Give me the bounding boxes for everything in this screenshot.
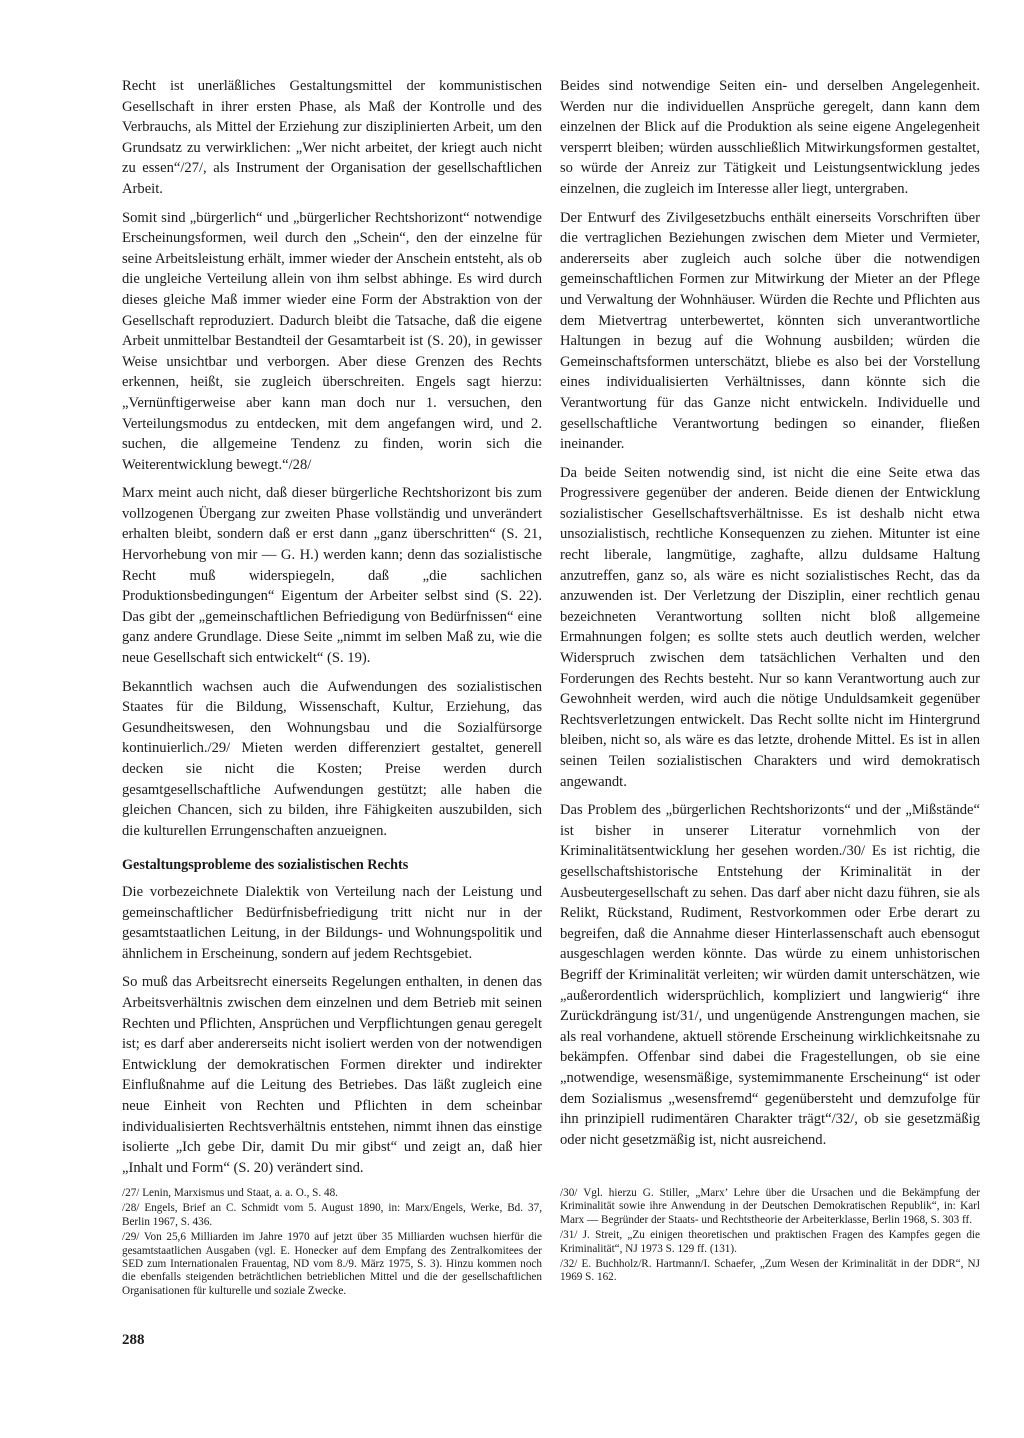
paragraph: Recht ist unerläßliches Gestaltungsmittel der kommunistischen Gesellschaft in ihrer ersten Phase, als Maß der Kontrolle und des Verbrauchs, als Mittel der Erziehung zur disziplinierten Arbeit, um den Grundsatz zu verwirklichen: „Wer nicht arbeitet, der kriegt auch nicht zu essen“/27/, als Instrument der Organisation der gesellschaftlichen Arbeit. (122, 78, 542, 197)
footnote: /29/ Von 25,6 Milliarden im Jahre 1970 auf jetzt über 35 Milliarden wuchsen hierfür die gesamtstaatlichen Ausgaben (vgl. E. Honecker auf dem Empfang des Zentralkomitees der SED zum Internationalen Frauentag, ND vom 8./9. März 1975, S. 3). Hinzu kommen noch die ebenfalls steigenden beträchtlichen betrieblichen Mittel und die der gesellschaftlichen Organisationen für kulturelle und soziale Zwecke. (122, 1231, 542, 1297)
right-column (560, 76, 980, 1158)
footnote: /32/ E. Buchholz/R. Hartmann/I. Schaefer, „Zum Wesen der Kriminalität in der DDR“, NJ 1969 S. 162. (560, 1258, 980, 1284)
paragraph: Der Entwurf des Zivilgesetzbuchs enthält einerseits Vorschriften über die vertraglichen Beziehungen zwischen dem Mieter und Vermieter, andererseits aber zugleich auch solche über die notwendigen gemeinschaftlichen Formen zur Mitwirkung der Mieter an der Pflege und Verwaltung der Wohnhäuser. Würden die Rechte und Pflichten aus dem Mietvertrag unterbewertet, könnten sich unverantwortliche Haltungen in bezug auf die Wohnung ausbilden; würden die Gemeinschaftsformen unterschätzt, bliebe es also bei der Vorstellung eines individualisierten Verhältnisses, dann könnte sich die Verantwortung für das Ganze nicht entwickeln. Individuelle und gesellschaftliche Verantwortung bedingen so einander, fließen ineinander. (560, 209, 980, 453)
footnote: /28/ Engels, Brief an C. Schmidt vom 5. August 1890, in: Marx/Engels, Werke, Bd. 37, Berlin 1967, S. 436. (122, 1202, 542, 1228)
paragraph: Das Problem des „bürgerlichen Rechtshorizonts“ und der „Mißstände“ ist bisher in unserer Literatur vornehmlich von der Kriminalitätsentwicklung her gesehen worden./30/ Es ist richtig, die gesellschaftshistorische Entstehung der Kriminalität in der Ausbeutergesellschaft zu sehen. Das darf aber nicht dazu führen, sie als Relikt, Rückstand, Rudiment, Restvorkommen oder Erbe derart zu begreifen, daß die Annahme dieser Hinterlassenschaft auch ebensogut ausgeschlagen werden könnte. Das würde zu einem unhistorischen Begriff der Kriminalität verleiten; wir würden damit unterschätzen, wie „außerordentlich widersprüchlich, kompliziert und langwierig“ ihre Zurückdrängung ist/31/, und ungenügende Anstrengungen machen, sie als real vorhandene, aktuell störende Erscheinung wirklichkeitsnahe zu bekämpfen. Offenbar sind dabei die Fragestellungen, ob sie eine „notwendige, wesensmäßige, systemimmanente Erscheinung“ ist oder dem Sozialismus „wesensfremd“ gegenübersteht und demzufolge für ihn prinzipiell rudimentären Charakter trägt“/32/, ob sie gesetzmäßig oder nicht gesetzmäßig ist, nicht ausreichend. (560, 802, 980, 1148)
footnote: /31/ J. Streit, „Zu einigen theoretischen und praktischen Fragen des Kampfes gegen die Kriminalität“, NJ 1973 S. 129 ff. (131). (560, 1229, 980, 1255)
footnote: /30/ Vgl. hierzu G. Stiller, „Marx’ Lehre über die Ursachen und die Bekämpfung der Kriminalität sowie ihre Anwendung in der Deutschen Demokratischen Republik“, in: Karl Marx — Begründer der Staats- und Rechtstheorie der Arbeiterklasse, Berlin 1968, S. 303 ff. (560, 1187, 980, 1226)
paragraph: Die vorbezeichnete Dialektik von Verteilung nach der Leistung und gemeinschaftlicher Bedürfnisbefriedigung tritt nicht nur in der gesamtstaatlichen Leitung, in der Bildungs- und Wohnungspolitik und ähnlichem in Erscheinung, sondern auf jedem Rechtsgebiet. (122, 883, 542, 962)
footnotes-left (122, 1187, 542, 1300)
paragraph: So muß das Arbeitsrecht einerseits Regelungen enthalten, in denen das Arbeitsverhältnis zwischen dem einzelnen und dem Betrieb mit seinen Rechten und Pflichten, Ansprüchen und Verpflichtungen genau geregelt ist; es darf aber andererseits nicht isoliert werden von der notwendigen Entwicklung der demokratischen Formen direkter und indirekter Einflußnahme auf die Leitung des Betriebes. Das läßt zugleich eine neue Einheit von Rechten und Pflichten in dem scheinbar individualisierten Rechtsverhältnis entstehen, nimmt ihnen das einstige isolierte „Ich gebe Dir, damit Du mir gibst“ und zeigt an, daß hier „Inhalt und Form“ (S. 20) verändert sind. (122, 974, 542, 1176)
paragraph: Bekanntlich wachsen auch die Aufwendungen des sozialistischen Staates für die Bildung, Wissenschaft, Kultur, Erziehung, das Gesundheitswesen, den Wohnungsbau und die Sozialfürsorge kontinuierlich./29/ Mieten werden differenziert gestaltet, generell decken sie nicht die Kosten; Preise werden durch gesamtgesellschaftliche Aufwendungen gestützt; alle haben die gleichen Chancen, sich zu bilden, ihre Fähigkeiten auszubilden, sich die kulturellen Errungenschaften anzueignen. (122, 678, 542, 839)
paragraph: Somit sind „bürgerlich“ und „bürgerlicher Rechtshorizont“ notwendige Erscheinungsformen, weil durch den „Schein“, den der einzelne für seine Arbeitsleistung erhält, immer wieder der Anschein entsteht, als ob die ungleiche Verteilung allein von ihm selbst abhinge. Es wird durch dieses gleiche Maß immer wieder eine Form der Abstraktion von der Gesellschaft reproduziert. Dadurch bleibt die Tatsache, daß die eigene Arbeit unmittelbar Bestandteil der Gesamtarbeit ist (S. 20), in gewisser Weise unsichtbar und verborgen. Aber diese Grenzen des Rechts erkennen, heißt, sie zugleich überschreiten. Engels sagt hierzu: „Vernünftigerweise aber kann man doch nur 1. versuchen, den Verteilungsmodus zu entdecken, mit dem angefangen wird, und 2. suchen, die allgemeine Tendenz zu finden, worin sich die Weiterentwicklung bewegt.“/28/ (122, 209, 542, 473)
left-column (122, 76, 542, 1186)
section-heading: Gestaltungsprobleme des sozialistischen Rechts (122, 857, 409, 874)
paragraph: Da beide Seiten notwendig sind, ist nicht die eine Seite etwa das Progressivere gegenüber der anderen. Beide dienen der Entwicklung sozialistischer Gesellschaftsverhältnisse. Es ist deshalb nicht etwa unsozialistisch, rechtliche Konsequenzen zu ziehen. Mitunter ist eine recht liberale, langmütige, zaghafte, allzu duldsame Haltung anzutreffen, ganz so, als wäre es nicht sozialistisches Recht, das da anzuwenden ist. Der Verletzung der Disziplin, einer rechtlich genau bezeichneten Verantwortung sollten nicht bloß allgemeine Ermahnungen folgen; es sollte stets auch deutlich werden, welcher Widerspruch zwischen dem tatsächlichen Verhalten und den Forderungen des Rechts besteht. Nur so kann Verantwortung auch zur Gewohnheit werden, wird auch die nötige Unduldsamkeit gegenüber Rechtsverletzungen entwickelt. Das Recht sollte nicht im Hintergrund bleiben, nicht so, als wäre es das letzte, drohende Mittel. Es ist in allen seinen Teilen sozialistischen Charakters und wird demokratisch angewandt. (560, 464, 980, 790)
paragraph: Marx meint auch nicht, daß dieser bürgerliche Rechtshorizont bis zum vollzogenen Übergang zur zweiten Phase vollständig und unverändert erhalten bleibt, sondern daß er erst dann „ganz überschritten“ (S. 21, Hervorhebung von mir — G. H.) werden kann; denn das sozialistische Recht muß widerspiegeln, daß „die sachlichen Produktionsbedingungen“ Eigentum der Arbeiter selbst sind (S. 22). Das gibt der „gemeinschaftlichen Befriedigung von Bedürfnissen“ eine ganz andere Grundlage. Diese Seite „nimmt im selben Maß zu, wie die neue Gesellschaft sich entwickelt“ (S. 19). (122, 485, 542, 667)
footnotes-right (560, 1187, 980, 1287)
page-number: 288 (122, 1332, 145, 1348)
paragraph: Beides sind notwendige Seiten ein- und derselben Angelegenheit. Werden nur die individuellen Ansprüche geregelt, dann kann dem einzelnen der Blick auf die Produktion als seine eigene Angelegenheit versperrt bleiben; würden ausschließlich Mitwirkungsformen gestaltet, so würde der Anreiz zur Tätigkeit und Leistungsentwicklung jedes einzelnen, die zugleich im Interesse aller liegt, untergraben. (560, 78, 980, 197)
footnote: /27/ Lenin, Marxismus und Staat, a. a. O., S. 48. (122, 1187, 338, 1199)
